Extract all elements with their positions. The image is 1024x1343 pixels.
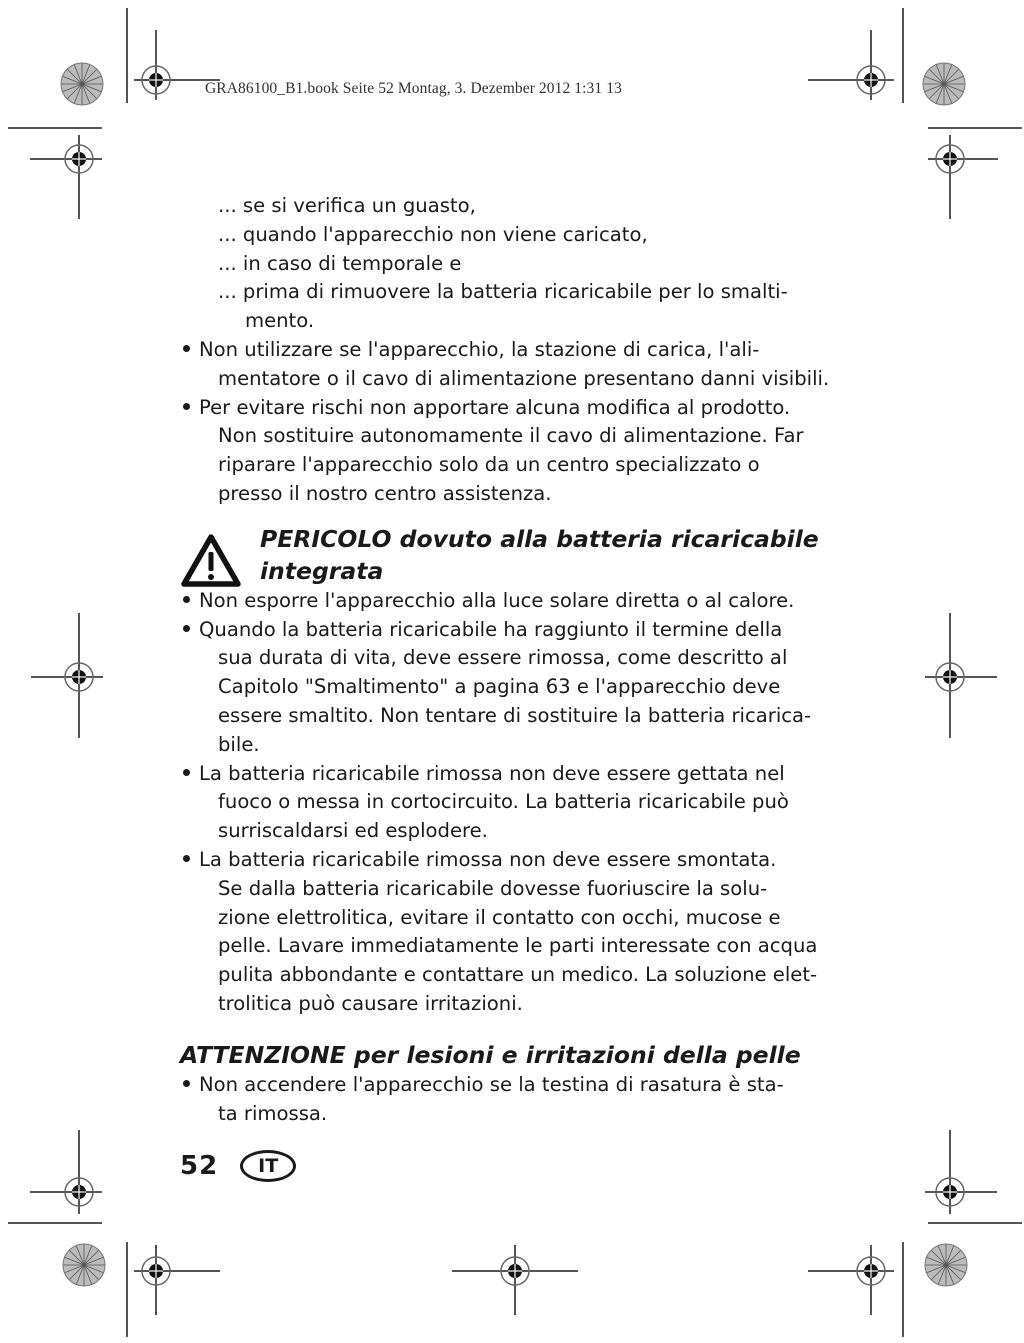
language-code: IT xyxy=(258,1155,279,1177)
registration-crosshair-icon xyxy=(54,1167,104,1217)
list-item-text: Quando la batteria ricaricabile ha raggiunto il termine della xyxy=(199,617,783,641)
color-wheel-icon xyxy=(924,1243,968,1287)
list-item-text: Non utilizzare se l'apparecchio, la stazione di carica, l'ali- xyxy=(199,337,760,361)
list-item-continuation: essere smaltito. Non tentare di sostituire la batteria ricarica- xyxy=(218,703,812,727)
bullet-icon xyxy=(183,625,190,632)
condition-sublist xyxy=(180,192,840,336)
list-item-continuation: surriscaldarsi ed esplodere. xyxy=(218,819,488,843)
color-wheel-icon xyxy=(62,1243,106,1287)
registration-crosshair-icon xyxy=(131,55,181,105)
list-item-continuation: mentatore o il cavo di alimentazione presentano danni visibili. xyxy=(218,366,830,390)
list-item-continuation: ta rimossa. xyxy=(218,1101,328,1125)
list-item-continuation: Se dalla batteria ricaricabile dovesse fuoriuscire la solu- xyxy=(218,876,768,900)
list-item-continuation: pulita abbondante e contattare un medico. La soluzione elet- xyxy=(218,963,818,987)
color-wheel-icon xyxy=(922,62,966,106)
crop-line xyxy=(928,1222,1022,1224)
crop-line xyxy=(902,1242,904,1337)
crop-line xyxy=(902,8,904,103)
danger-heading xyxy=(180,523,840,587)
list-item-continuation: pelle. Lavare immediatamente le parti interessate con acqua xyxy=(218,934,818,958)
bullet-icon xyxy=(183,403,190,410)
color-wheel-icon xyxy=(60,62,104,106)
registration-crosshair-icon xyxy=(925,652,975,702)
danger-title xyxy=(260,523,819,587)
list-item-continuation: presso il nostro centro assistenza. xyxy=(218,481,552,505)
registration-crosshair-icon xyxy=(490,1246,540,1296)
bullet-list-skin xyxy=(180,1071,840,1129)
page-footer xyxy=(180,1150,296,1182)
sublist-item-continuation: mento. xyxy=(245,309,315,333)
list-item-continuation: trolitica può causare irritazioni. xyxy=(218,991,523,1015)
list-item-text: Non esporre l'apparecchio alla luce solare diretta o al calore. xyxy=(199,588,795,612)
registration-crosshair-icon xyxy=(846,1246,896,1296)
warning-triangle-icon xyxy=(180,533,242,588)
bullet-icon xyxy=(183,855,190,862)
attention-heading: ATTENZIONE per lesioni e irritazioni della pelle xyxy=(180,1040,801,1069)
registration-crosshair-icon xyxy=(846,55,896,105)
registration-crosshair-icon xyxy=(131,1246,181,1296)
page-content xyxy=(180,192,840,1128)
bullet-icon xyxy=(183,769,190,776)
list-item-continuation: Non sostituire autonomamente il cavo di alimentazione. Far xyxy=(218,424,804,448)
page-number: 52 xyxy=(180,1151,219,1181)
sublist-item: ... se si verifica un guasto, xyxy=(218,194,476,217)
list-item-continuation: riparare l'apparecchio solo da un centro specializzato o xyxy=(218,453,760,477)
list-item xyxy=(180,587,840,616)
bullet-icon xyxy=(183,345,190,352)
list-item xyxy=(180,394,840,423)
list-item xyxy=(180,1071,840,1100)
list-item-continuation: Capitolo "Smaltimento" a pagina 63 e l'apparecchio deve xyxy=(218,675,781,699)
crop-line xyxy=(126,8,128,103)
list-item-text: Non accendere l'apparecchio se la testina di rasatura è sta- xyxy=(199,1072,784,1096)
list-item xyxy=(180,760,840,789)
print-header-slug: GRA86100_B1.book Seite 52 Montag, 3. Dezember 2012 1:31 13 xyxy=(205,80,622,97)
danger-title-line: integrata xyxy=(260,556,384,585)
crop-line xyxy=(928,127,1022,129)
registration-crosshair-icon xyxy=(925,1167,975,1217)
registration-crosshair-icon xyxy=(54,652,104,702)
list-item-text: La batteria ricaricabile rimossa non deve essere smontata. xyxy=(199,847,777,871)
bullet-list-safety xyxy=(180,336,840,509)
danger-title-line: PERICOLO dovuto alla batteria ricaricabile xyxy=(260,524,819,553)
crop-line xyxy=(8,127,102,129)
crop-line xyxy=(8,1222,102,1224)
bullet-icon xyxy=(183,596,190,603)
list-item-continuation: fuoco o messa in cortocircuito. La batteria ricaricabile può xyxy=(218,790,789,814)
list-item-continuation: sua durata di vita, deve essere rimossa, come descritto al xyxy=(218,646,788,670)
list-item-continuation: zione elettrolitica, evitare il contatto con occhi, mucose e xyxy=(218,905,781,929)
list-item xyxy=(180,616,840,645)
language-badge xyxy=(240,1150,296,1182)
bullet-list-battery xyxy=(180,587,840,1019)
registration-crosshair-icon xyxy=(925,134,975,184)
list-item xyxy=(180,846,840,875)
registration-crosshair-icon xyxy=(54,134,104,184)
sublist-item: ... prima di rimuovere la batteria ricaricabile per lo smalti- xyxy=(218,280,788,304)
list-item xyxy=(180,336,840,365)
sublist-item: ... in caso di temporale e xyxy=(218,251,462,275)
crop-line xyxy=(126,1242,128,1337)
sublist-item: ... quando l'apparecchio non viene caricato, xyxy=(218,222,648,246)
bullet-icon xyxy=(183,1080,190,1087)
list-item-text: La batteria ricaricabile rimossa non deve essere gettata nel xyxy=(199,761,785,785)
list-item-text: Per evitare rischi non apportare alcuna modifica al prodotto. xyxy=(199,395,791,419)
list-item-continuation: bile. xyxy=(218,732,260,756)
